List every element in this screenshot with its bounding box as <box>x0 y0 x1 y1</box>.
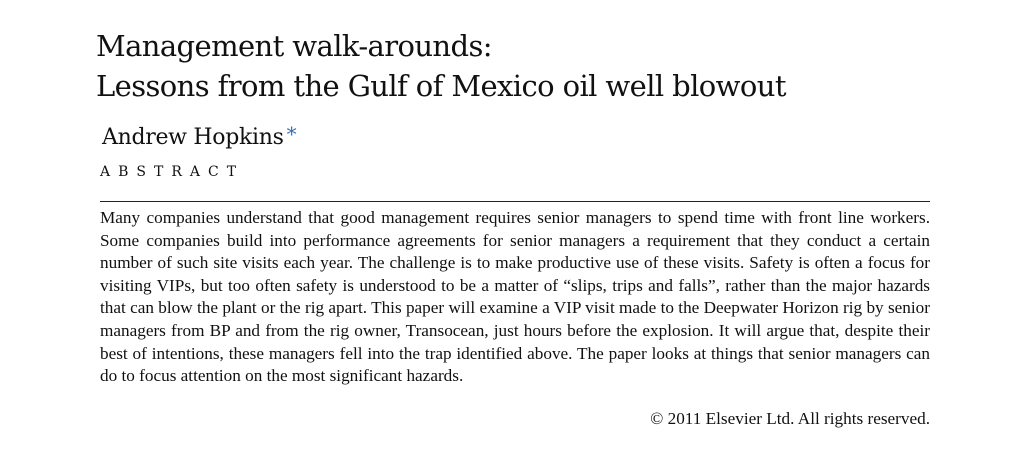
author-footnote-link[interactable]: * <box>286 122 297 146</box>
author-block <box>102 120 296 152</box>
abstract-text: Many companies understand that good management requires senior managers to spend time with front line workers. Some companies build into performance agreements for senior managers a requirement that they conduct a certain number of such site visits each year. The challenge is to make productive use of these visits. Safety is often a focus for visiting VIPs, but too often safety is understood to be a matter of “slips, trips and falls”, rather than the major hazards that can blow the plant or the rig apart. This paper will examine a VIP visit made to the Deepwater Horizon rig by senior managers from BP and from the rig owner, Transocean, just hours before the explosion. It will argue that, despite their best of intentions, these managers fell into the trap identified above. The paper looks at things that senior managers can do to focus attention on the most significant hazards. <box>100 208 930 386</box>
abstract-heading: ABSTRACT <box>100 164 245 180</box>
abstract-divider <box>100 201 930 202</box>
article-title <box>96 26 936 106</box>
author-name: Andrew Hopkins <box>102 125 284 150</box>
article-title-line-1: Management walk-arounds: <box>96 29 492 63</box>
article-title-line-2: Lessons from the Gulf of Mexico oil well blowout <box>96 69 786 103</box>
copyright-notice: © 2011 Elsevier Ltd. All rights reserved. <box>650 409 930 428</box>
